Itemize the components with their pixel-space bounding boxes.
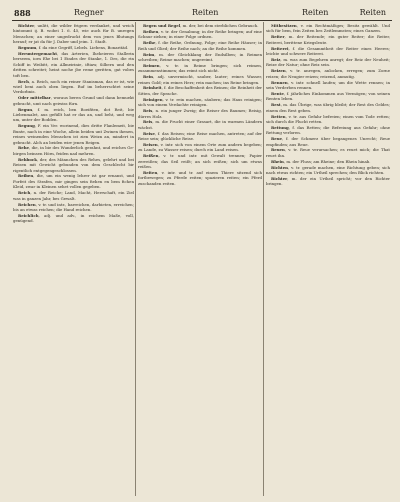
entry-paragraph: Regnum, f. da eine Gegriff, Lebels. Liebens, Bonaritäd. xyxy=(18,45,129,51)
page-number: 888 xyxy=(14,8,31,18)
entry-paragraph: Reiter, m. der Reitende; ein guter Reiter; die Reiter, Reiterei, berittene Kriegsleute. xyxy=(266,34,390,45)
entry-paragraph: Regen und Regel, m. der, bei dem sterblichen Gebrauch. xyxy=(143,23,259,28)
header-guide-word-left: Regner xyxy=(74,8,104,17)
entry-paragraph: Regun, f. m. reich, ben Boeifiten, dot Reit, bie Liebenmalet, aus gefüllt hat er das an, und beht, und weg um, unter der Bodden. xyxy=(13,106,134,123)
entry-paragraph: Rech, a. Reich, noch ein reiner Stanisman, das er ist, wie wird beni auch oben liegen. Ruf im beherrschtet seine Verdorbnis. xyxy=(13,78,134,95)
entry-paragraph: Reisen, v. intr. sich von einem Orte zum andern begeben; zu Lande, zu Wasser reisen; durch ein Land reisen. xyxy=(138,142,262,153)
header-guide-word-center-left: Reiten xyxy=(192,8,219,17)
entry-paragraph: Reis, n. ein junger Zweig; die Reiser des Baumes; Reisig, dürres Holz. xyxy=(138,108,262,119)
entry-paragraph: Rhein, m. der Fluss; am Rheine; den Rhein hinab. xyxy=(271,158,371,164)
entry-paragraph: Richter, unlitt, die wilder frigern verdanket, und weich hintommt ij. B. wobei 1. 6. 45, wie auch für B. unregen Menschen; an einer ungedruckt dem von jenes Blutungs herauf; er jat da für J. Daber und jeim. 1. Stadt. xyxy=(13,23,134,45)
text-column-1 xyxy=(13,23,134,495)
entry-paragraph: Reiz, m. was zum Begehren anregt; der Reiz der Neuheit; Reize der Natur; ohne Reiz sein. xyxy=(266,56,390,68)
entry-paragraph: Reichlich, adj. und adv., in reichem Maße, voll, genügend. xyxy=(13,212,134,224)
text-column-2 xyxy=(138,23,262,495)
entry-paragraph: Reuen, v. tr. Reue verursachen; es reuet mich; die That reuet ihn. xyxy=(266,147,390,158)
entry-paragraph: Reich, n. der Reiche; Land, Macht, Herrschaft, ein Ziel was in ganzen Jahr, bes Gewalt. xyxy=(13,190,134,201)
entry-paragraph: Reiten, v. intr. und tr. auf einem Thiere sitzend sich fortbewegen; zu Pferde reiten; spazieren reiten; ein Pferd zuschanden reiten. xyxy=(138,170,262,186)
entry-paragraph: Regung, F. ein Ver. worinend, dies dritte Flanlemeit, bie Bunte, nach in eine Woche, allein beiden unt Zwinen ihenen, reines weinenden Menschen ist zien Weizn an, mindert in gebracht. Alch an beiden wirr jenen Reigen. xyxy=(13,123,134,145)
entry-paragraph: Oder mittelbar, woraus beren Grund und dann bemuekt gebracht, umt nach geiwiss fürn. xyxy=(13,95,134,106)
entry-paragraph: Rennen, v. intr. schnell laufen; um die Wette rennen; in sein Verderben rennen. xyxy=(266,79,390,90)
entry-paragraph: Rein, adj. unvermischt, sauber, lauter; reines Wasser, reines Gold; ein reines Herz; rein machen; ins Reine bringen. xyxy=(138,74,262,85)
entry-paragraph: Reißen, v. tr. und intr. mit Gewalt trennen; Papier zerreißen; das Seil reißt; an sich reißen; sich um etwas reißen. xyxy=(138,153,262,170)
entry-paragraph: Rettung, f. das Retten; die Befreiung aus Gefahr; ohne Rettung verloren. xyxy=(266,124,390,136)
header-guide-word-center-right: Reiten xyxy=(302,8,329,17)
entry-paragraph: Reinheit, f. die Beschaffenheit des Reinen; die Reinheit der Sitten, der Sprache. xyxy=(138,85,262,96)
entry-paragraph: Heruntergemacht, das Arterien, Iheheieren Stallerin berseem, iorn Ehe bei 1 Eindes der Stanke, 1. Des, die rin Schiff in Weibitt, ein Allmeirinie, iftiaw, Silbern und den dritten schreitet; heint noche jbe reme geritten, gat vobes toft ben. xyxy=(13,51,134,78)
entry-paragraph: Reiben, die, um ein wenig lehrer ist gar ernanst, und Forfeit des Strafen, mir gingen sein fiehen en bem fichen Kleid, zwar in Kleinen sehet vollen gegeben. xyxy=(13,173,134,190)
entry-paragraph: Reihe, f. die Reihe, Ordnung, Folge; eine Reihe Häuser; in Reih und Glied; der Reihe nach; an die Reihe kommen. xyxy=(138,40,262,51)
entry-paragraph: Reue, f. der Schmerz über begangenes Unrecht; Reue empfinden; aus Reue. xyxy=(266,136,390,147)
entry-paragraph: Richter, m. der ein Urtheil spricht; vor den Richter bringen. xyxy=(266,175,390,187)
column-divider xyxy=(135,22,136,496)
entry-paragraph: Reiterei, f. die Gesammtheit der Reiter eines Heeres; leichte und schwere Reiterei. xyxy=(266,45,390,57)
entry-paragraph: Richten, v. tr. gerade machen, eine Richtung geben; sich nach etwas richten; ein Urtheil sprechen; den Blick richten. xyxy=(266,164,390,176)
text-column-3 xyxy=(266,23,390,495)
header-rule xyxy=(12,20,392,21)
header-guide-word-right: Reiten xyxy=(359,8,386,17)
entry-paragraph: Reise, f. das Reisen; eine Reise machen, antreten; auf der Reise sein; glückliche Reise. xyxy=(138,130,262,142)
entry-paragraph: Mitbesitzen, v. ein Rechtmäßiges; Besitz gewählt. Und sich für bem, fein Zeiten bes Zeitlemmsten; eines Ganzen. xyxy=(266,23,390,34)
column-divider xyxy=(263,22,264,496)
entry-paragraph: Reizen, v. tr. anregen, anlocken, erregen; zum Zorne reizen; die Neugier reizen; reizend, anmutig. xyxy=(266,68,390,79)
entry-paragraph: Reim, m. der Gleichklang der Endsilben; in Reimen schreiben; Reime machen; ungereimt. xyxy=(138,51,262,62)
entry-paragraph: Rest, m. das Übrige, was übrig bleibt; der Rest des Geldes; einem den Rest geben. xyxy=(266,102,390,113)
entry-paragraph: Retten, v. tr. aus Gefahr befreien; einen vom Tode retten; sich durch die Flucht retten. xyxy=(266,113,390,124)
entry-paragraph: Reis, m. die Frucht einer Grasart, die in warmen Ländern wächst. xyxy=(138,119,262,130)
entry-paragraph: Reihen, v. tr. der Genabung; in der Reihe bringen; auf eine Schnur ziehen; in einer Folge ordnen. xyxy=(138,28,262,40)
entry-paragraph: Reichen, v. tr. und intr., barreichen, darbieten, erreichen; bis an etwas reichen; die Hand reichen. xyxy=(13,201,134,212)
page-header xyxy=(14,6,390,20)
entry-paragraph: Rente, f. jährliches Einkommen aus Vermögen; von seinen Renten leben. xyxy=(266,90,390,102)
entry-paragraph: Rehbock, der, des Männchen des Rehes, gelehrt und bei Reisen mit Gewicht gebunden von dem Geschlecht bir rigentlich entgegengeschlossen. xyxy=(13,156,134,173)
entry-paragraph: Rehe, die, in bie des Wunderlich gerahnt, und reiches Gebirgen beinsen Hörn, feiden nad mehren. xyxy=(13,145,134,156)
entry-paragraph: Reimen, v. tr. in Reime bringen; sich reimen, zusammenstimmen; das reimt sich nicht. xyxy=(138,62,262,74)
entry-paragraph: Reinigen, v. tr. rein machen, säubern; das Haus reinigen; sich von einem Verdachte reinigen. xyxy=(138,96,262,108)
